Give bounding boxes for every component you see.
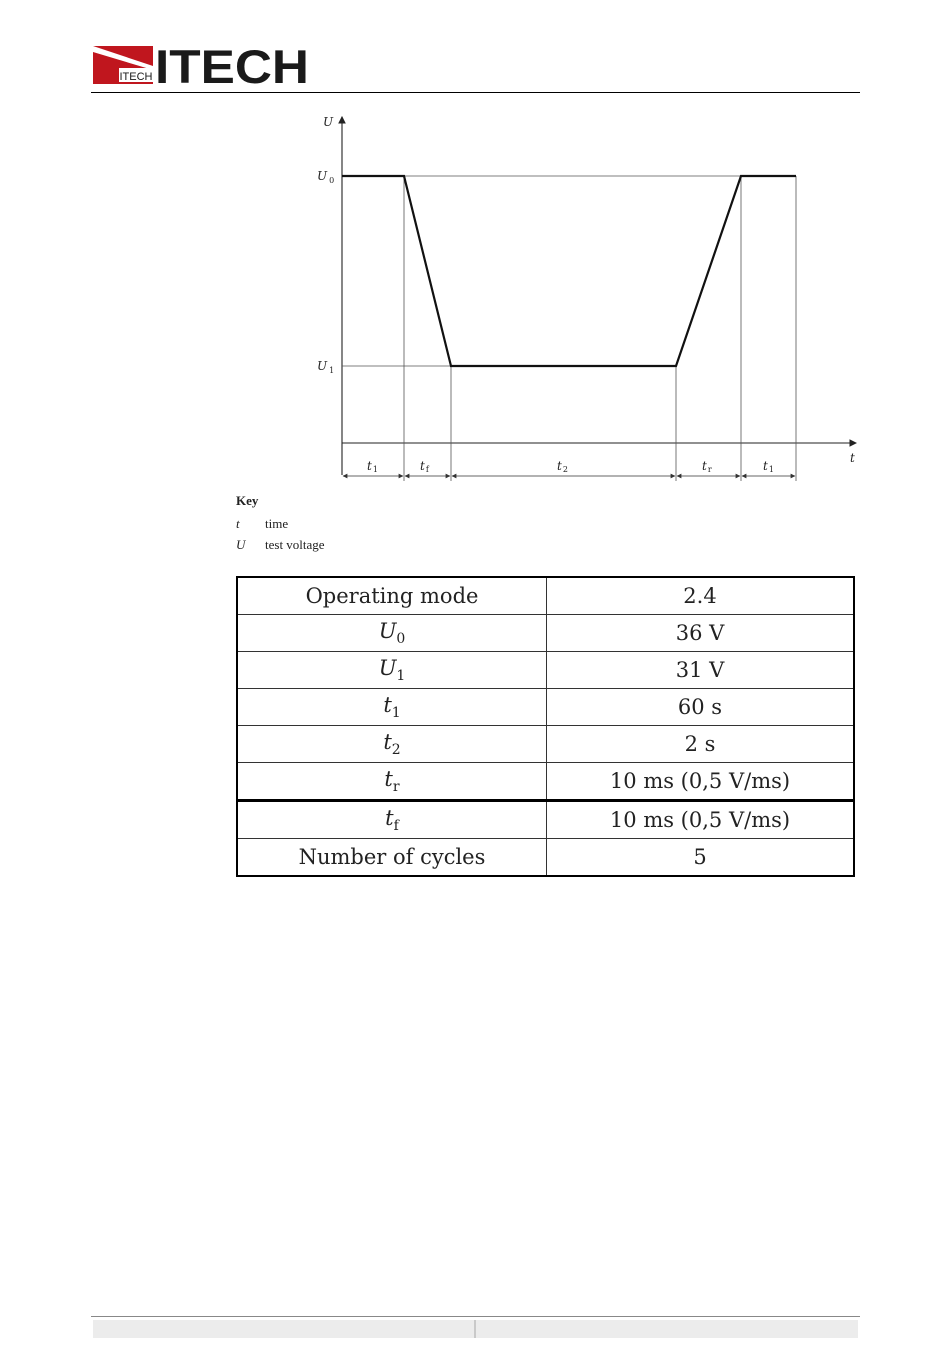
- interval-label-t1-end: t1: [763, 459, 774, 474]
- value-cell: 5: [547, 839, 855, 877]
- u0-label: U $_0$: [317, 169, 335, 185]
- table-row: [237, 726, 854, 763]
- footer-divider: [474, 1320, 476, 1338]
- table-row: [237, 615, 854, 652]
- table-row: [237, 689, 854, 726]
- diagram-key: [236, 493, 536, 555]
- value-cell: 36 V: [547, 615, 855, 652]
- param-cell: Number of cycles: [237, 839, 547, 877]
- value-cell: 60 s: [547, 689, 855, 726]
- param-cell: $t_1$: [237, 689, 547, 726]
- interval-label-tr: tr: [702, 459, 712, 474]
- voltage-profile-diagram: [300, 105, 880, 490]
- key-symbol: t: [236, 516, 240, 531]
- key-symbol: U: [236, 537, 246, 552]
- interval-markers: [404, 176, 796, 481]
- interval-label-t1-start: t1: [367, 459, 378, 474]
- key-description: test voltage: [265, 537, 325, 552]
- value-cell: 10 ms (0,5 V/ms): [547, 801, 855, 839]
- value-cell: 31 V: [547, 652, 855, 689]
- value-cell: 10 ms (0,5 V/ms): [547, 763, 855, 801]
- table-row: [237, 763, 854, 801]
- value-cell: 2 s: [547, 726, 855, 763]
- itech-logo: [93, 44, 313, 86]
- interval-label-t2: t2: [557, 459, 568, 474]
- table-row: [237, 652, 854, 689]
- table-row: [237, 839, 854, 877]
- param-cell: $t_2$: [237, 726, 547, 763]
- y-axis-label: U: [323, 115, 334, 129]
- param-cell: $t_r$: [237, 763, 547, 801]
- voltage-waveform: [342, 176, 796, 366]
- key-entry: [236, 513, 536, 534]
- value-cell: 2.4: [547, 577, 855, 615]
- param-cell: Operating mode: [237, 577, 547, 615]
- param-cell: $U_0$: [237, 615, 547, 652]
- param-cell: $t_f$: [237, 801, 547, 839]
- param-cell: $U_1$: [237, 652, 547, 689]
- x-axis-label: t: [850, 451, 855, 465]
- u1-label: U $_1$: [317, 359, 335, 375]
- key-description: time: [265, 516, 289, 531]
- table-row: [237, 801, 854, 839]
- key-title: Key: [236, 493, 259, 508]
- key-entry: [236, 534, 536, 555]
- logo-wordmark: ITECH: [155, 44, 309, 86]
- parameter-table: [236, 576, 855, 877]
- logo-badge-text: ITECH: [119, 71, 153, 83]
- footer-rule: [91, 1316, 860, 1317]
- table-row: [237, 577, 854, 615]
- interval-label-tf: tf: [420, 459, 429, 474]
- header-rule: [91, 92, 860, 93]
